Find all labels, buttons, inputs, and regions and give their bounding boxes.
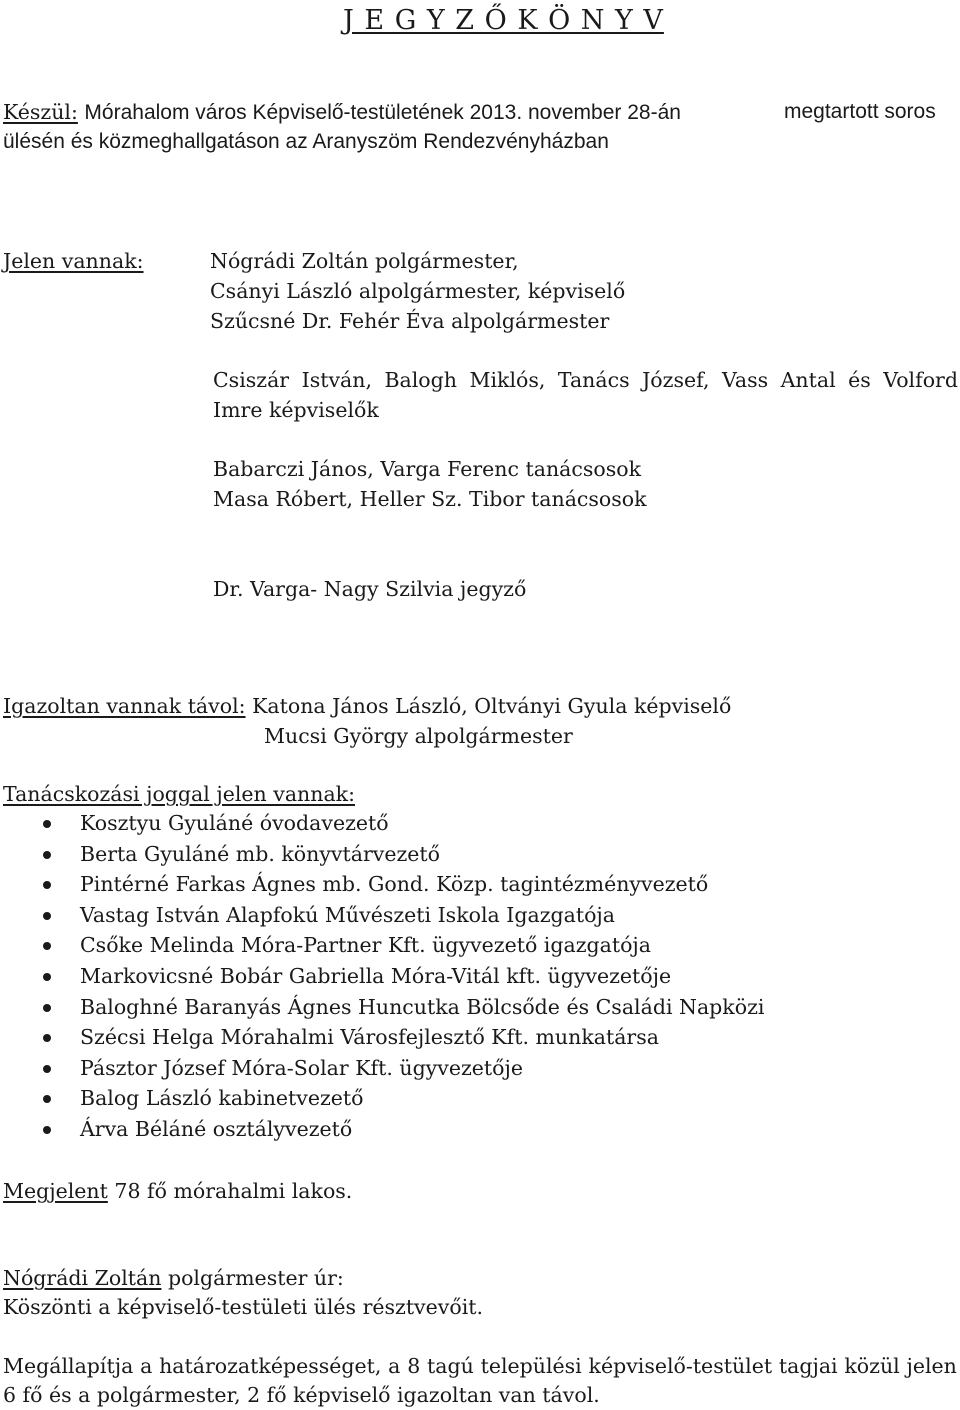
list-item [0,961,764,992]
word: a [140,1354,153,1378]
word: István, [301,368,372,392]
bullet-icon [43,973,51,981]
megjelent-line [3,1176,352,1206]
quorum-line-2: 6 fő és a polgármester, 2 fő képviselő igazoltan van távol. [3,1383,600,1407]
consultative-list [0,808,764,1145]
official-0: Nógrádi Zoltán polgármester, [210,249,519,273]
list-item-text: Baloghné Baranyás Ágnes Huncutka Bölcsőde és Családi Napközi [80,994,765,1019]
official-1: Csányi László alpolgármester, képviselő [210,279,626,303]
list-item-text: Pásztor József Móra-Solar Kft. ügyvezetője [80,1055,523,1080]
consultative-label: Tanácskozási joggal jelen vannak: [3,782,356,806]
keszul-text-1: Mórahalom város Képviselő-testületének 2013. november 28-án [84,101,681,124]
keszul-text-2: ülésén és közmeghallgatáson az Aranyszöm Rendezvényházban [3,130,609,153]
list-item [0,1114,764,1145]
list-item [0,1083,764,1114]
absent-label: Igazoltan vannak távol: [3,694,246,718]
word: és [848,368,871,392]
word: Antal [780,368,836,392]
advisors-line-2: Masa Róbert, Heller Sz. Tibor tanácsosok [213,487,647,511]
representatives-line-2: Imre képviselők [213,398,379,422]
bullet-icon [43,1034,51,1042]
list-item [0,1053,764,1084]
list-item [0,1022,764,1053]
bullet-icon [43,1126,51,1134]
list-item-text: Szécsi Helga Mórahalmi Városfejlesztő Kft. munkatársa [80,1025,659,1050]
list-item-text: Balog László kabinetvezető [80,1086,364,1111]
official-2-text: Szűcsné Dr. Fehér Éva alpolgármester [210,309,610,333]
advisors-line-1: Babarczi János, Varga Ferenc tanácsosok [213,457,642,481]
word: Megállapítja [3,1354,134,1378]
list-item-text: Vastag István Alapfokú Művészeti Iskola Igazgatója [80,902,616,927]
megjelent-text: 78 fő mórahalmi lakos. [114,1179,353,1203]
word: települési [480,1354,582,1378]
notary-line: Dr. Varga- Nagy Szilvia jegyző [213,577,527,601]
list-item-text: Csőke Melinda Móra-Partner Kft. ügyvezető igazgatója [80,933,652,958]
word: jelen [906,1354,957,1378]
bullet-icon [43,851,51,859]
speaker-suffix: polgármester úr: [161,1266,344,1290]
absent-line-1 [3,691,731,721]
bullet-icon [43,881,51,889]
word: határozatképességet, [159,1354,382,1378]
list-item-text: Kosztyu Gyuláné óvodavezető [80,811,389,835]
bullet-icon [43,942,51,950]
list-item [0,930,764,961]
bullet-icon [43,912,51,920]
representatives-line-1 [213,365,958,395]
list-item [0,900,764,931]
document-title: J E G Y Z Ő K Ö N Y V [343,5,664,36]
speaker-line [3,1263,344,1293]
list-item-text: Pintérné Farkas Ágnes mb. Gond. Közp. tagintézményvezető [80,872,709,897]
keszul-text-1-tail: megtartott soros [784,100,936,123]
word: tagú [427,1354,474,1378]
absent-text-1: Katona János László, Oltványi Gyula képviselő [252,694,732,718]
bullet-icon [43,1065,51,1073]
word: Volford [883,368,958,392]
word: Balogh [384,368,457,392]
word: József, [642,368,710,392]
bullet-icon [43,820,51,828]
word: 8 [407,1354,421,1378]
speaker-name: Nógrádi Zoltán [3,1266,162,1290]
keszul-label: Készül: [3,100,78,124]
list-item-text: Berta Gyuláné mb. könyvtárvezető [80,841,440,866]
bullet-icon [43,1095,51,1103]
jelen-label: Jelen vannak: [3,249,144,273]
word: Vass [721,368,769,392]
word: képviselő-testület [588,1354,773,1378]
bullet-icon [43,1004,51,1012]
official-2 [210,306,609,336]
megjelent-label: Megjelent [3,1179,108,1203]
list-item-text: Árva Béláné osztályvezető [80,1116,353,1141]
greeting-line: Köszönti a képviselő-testületi ülés résztvevőit. [3,1295,484,1319]
list-item [0,869,764,900]
word: Tanács [557,368,630,392]
word: közül [844,1354,900,1378]
list-item [0,839,764,870]
word: Miklós, [469,368,546,392]
word: tagjai [778,1354,838,1378]
word: a [388,1354,401,1378]
word: Csiszár [213,368,290,392]
list-item [0,808,764,839]
keszul-line-1 [3,97,681,128]
absent-text-2: Mucsi György alpolgármester [264,724,573,748]
list-item [0,992,764,1023]
list-item-text: Markovicsné Bobár Gabriella Móra-Vitál kft. ügyvezetője [80,963,672,988]
quorum-line-1 [3,1351,957,1381]
